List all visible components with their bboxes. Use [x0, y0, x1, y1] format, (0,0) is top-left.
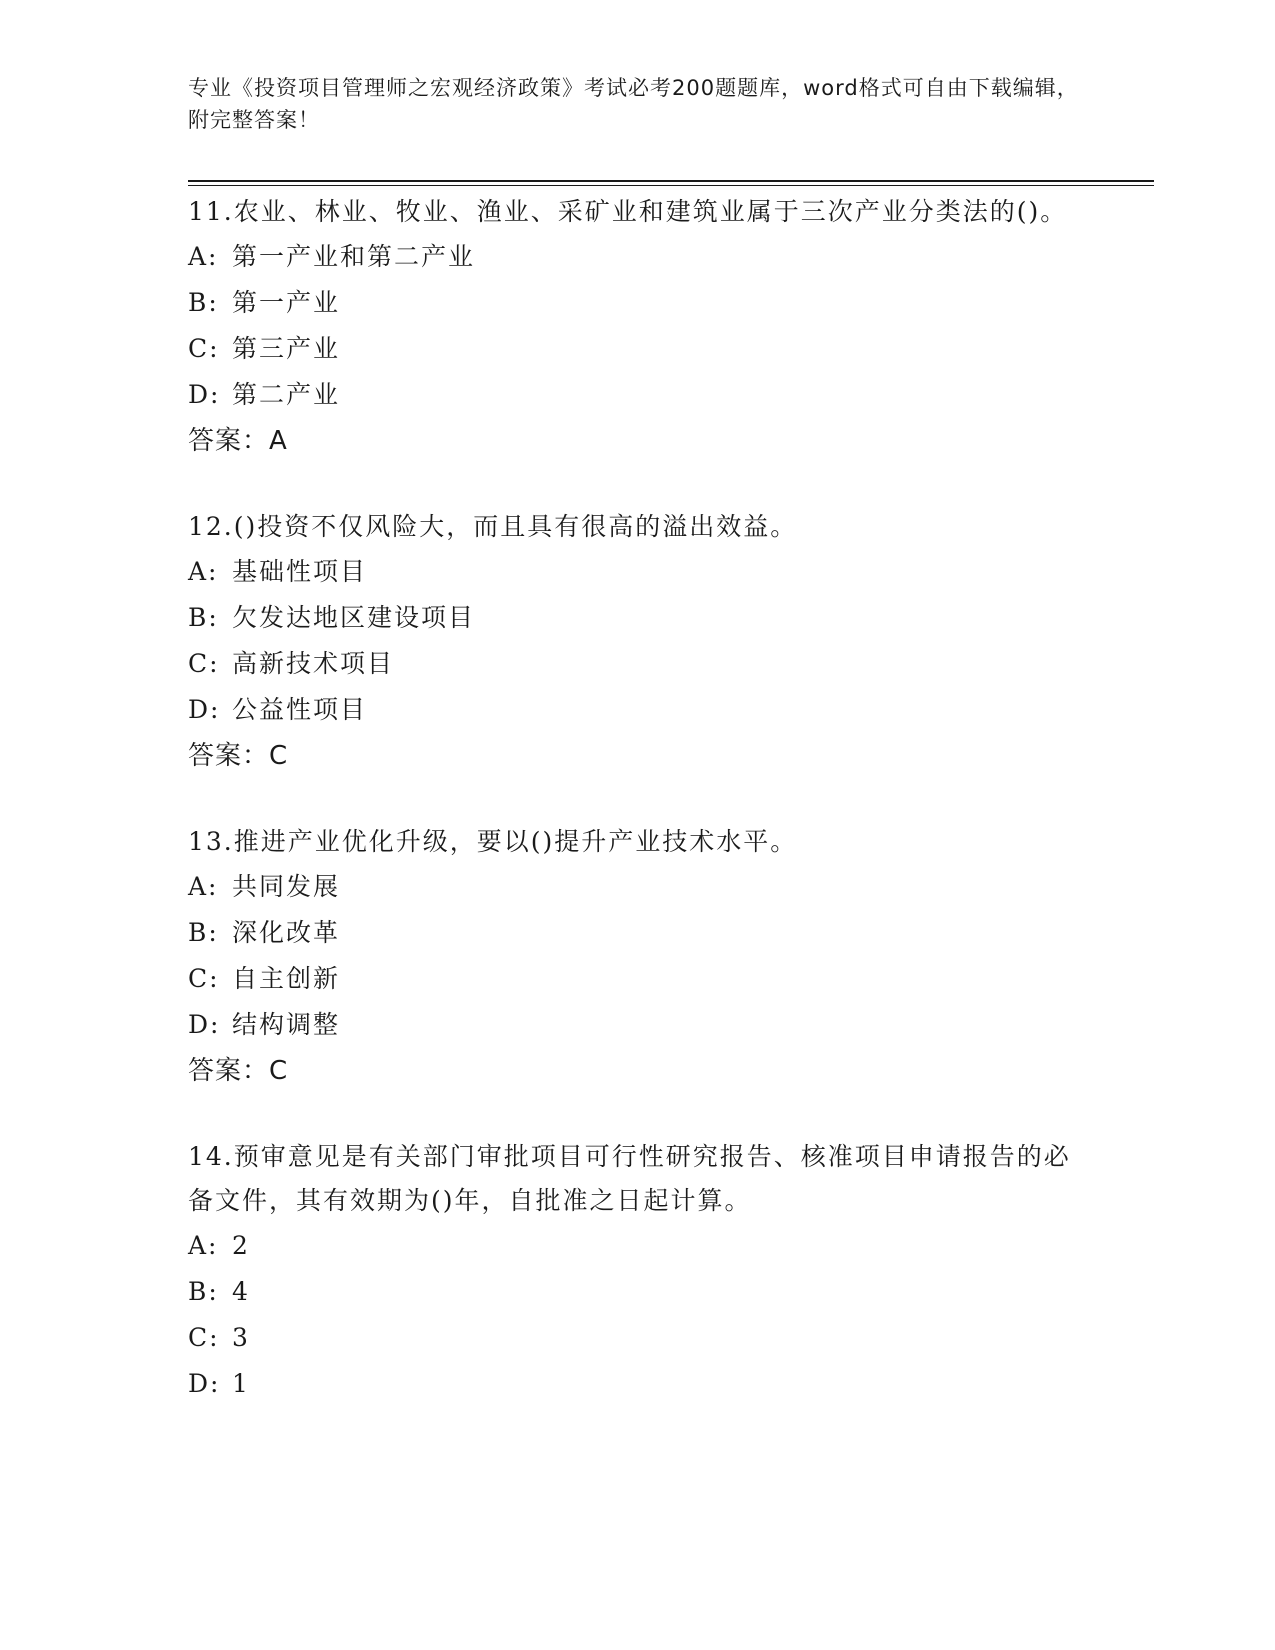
option-c — [188, 326, 1088, 372]
option-label: C: — [188, 1323, 220, 1352]
option-label: B: — [188, 288, 219, 317]
option-text: 公益性项目 — [232, 695, 368, 724]
option-d — [188, 1002, 1088, 1048]
question-list — [188, 190, 1088, 1448]
answer-line: 答案：C — [188, 1056, 289, 1086]
question-stem: 13.推进产业优化升级，要以()提升产业技术水平。 — [188, 827, 798, 856]
option-c — [188, 1315, 1088, 1361]
option-label: B: — [188, 918, 219, 947]
option-label: A: — [188, 872, 219, 901]
option-label: A: — [188, 1231, 219, 1260]
option-label: C: — [188, 964, 220, 993]
option-b — [188, 595, 1088, 641]
option-label: A: — [188, 557, 219, 586]
option-text: 自主创新 — [232, 964, 341, 993]
option-c — [188, 956, 1088, 1002]
option-label: D: — [188, 1010, 221, 1039]
option-a — [188, 549, 1088, 595]
option-b — [188, 280, 1088, 326]
option-text: 1 — [232, 1369, 250, 1398]
option-text: 第一产业和第二产业 — [232, 242, 476, 271]
option-text: 第三产业 — [232, 334, 341, 363]
option-text: 共同发展 — [232, 872, 341, 901]
option-d — [188, 1361, 1088, 1407]
option-text: 4 — [232, 1277, 250, 1306]
option-label: D: — [188, 695, 221, 724]
option-text: 深化改革 — [232, 918, 341, 947]
header-divider-thin — [188, 185, 1154, 186]
option-label: C: — [188, 334, 220, 363]
option-c — [188, 641, 1088, 687]
option-b — [188, 910, 1088, 956]
header-divider-thick — [188, 180, 1154, 182]
question-stem: 12.()投资不仅风险大，而且具有很高的溢出效益。 — [188, 512, 798, 541]
question-11 — [188, 190, 1088, 464]
option-label: C: — [188, 649, 220, 678]
option-text: 2 — [232, 1231, 250, 1260]
option-text: 欠发达地区建设项目 — [232, 603, 476, 632]
option-b — [188, 1269, 1088, 1315]
option-label: D: — [188, 380, 221, 409]
option-text: 第二产业 — [232, 380, 341, 409]
option-text: 基础性项目 — [232, 557, 368, 586]
document-header: 专业《投资项目管理师之宏观经济政策》考试必考200题题库，word格式可自由下载编辑，附完整答案！ — [188, 76, 1079, 132]
question-stem: 11.农业、林业、牧业、渔业、采矿业和建筑业属于三次产业分类法的()。 — [188, 197, 1068, 226]
option-a — [188, 1223, 1088, 1269]
option-label: B: — [188, 603, 219, 632]
option-text: 3 — [232, 1323, 250, 1352]
option-label: D: — [188, 1369, 221, 1398]
option-a — [188, 864, 1088, 910]
question-13 — [188, 820, 1088, 1094]
option-label: B: — [188, 1277, 219, 1306]
question-14 — [188, 1135, 1088, 1407]
question-12 — [188, 505, 1088, 779]
option-label: A: — [188, 242, 219, 271]
option-text: 结构调整 — [232, 1010, 341, 1039]
option-text: 第一产业 — [232, 288, 341, 317]
question-stem: 14.预审意见是有关部门审批项目可行性研究报告、核准项目申请报告的必备文件，其有效期为()年，自批准之日起计算。 — [188, 1142, 1071, 1215]
option-d — [188, 687, 1088, 733]
option-text: 高新技术项目 — [232, 649, 395, 678]
option-d — [188, 372, 1088, 418]
answer-line: 答案：C — [188, 741, 289, 771]
option-a — [188, 234, 1088, 280]
answer-line: 答案：A — [188, 426, 288, 456]
